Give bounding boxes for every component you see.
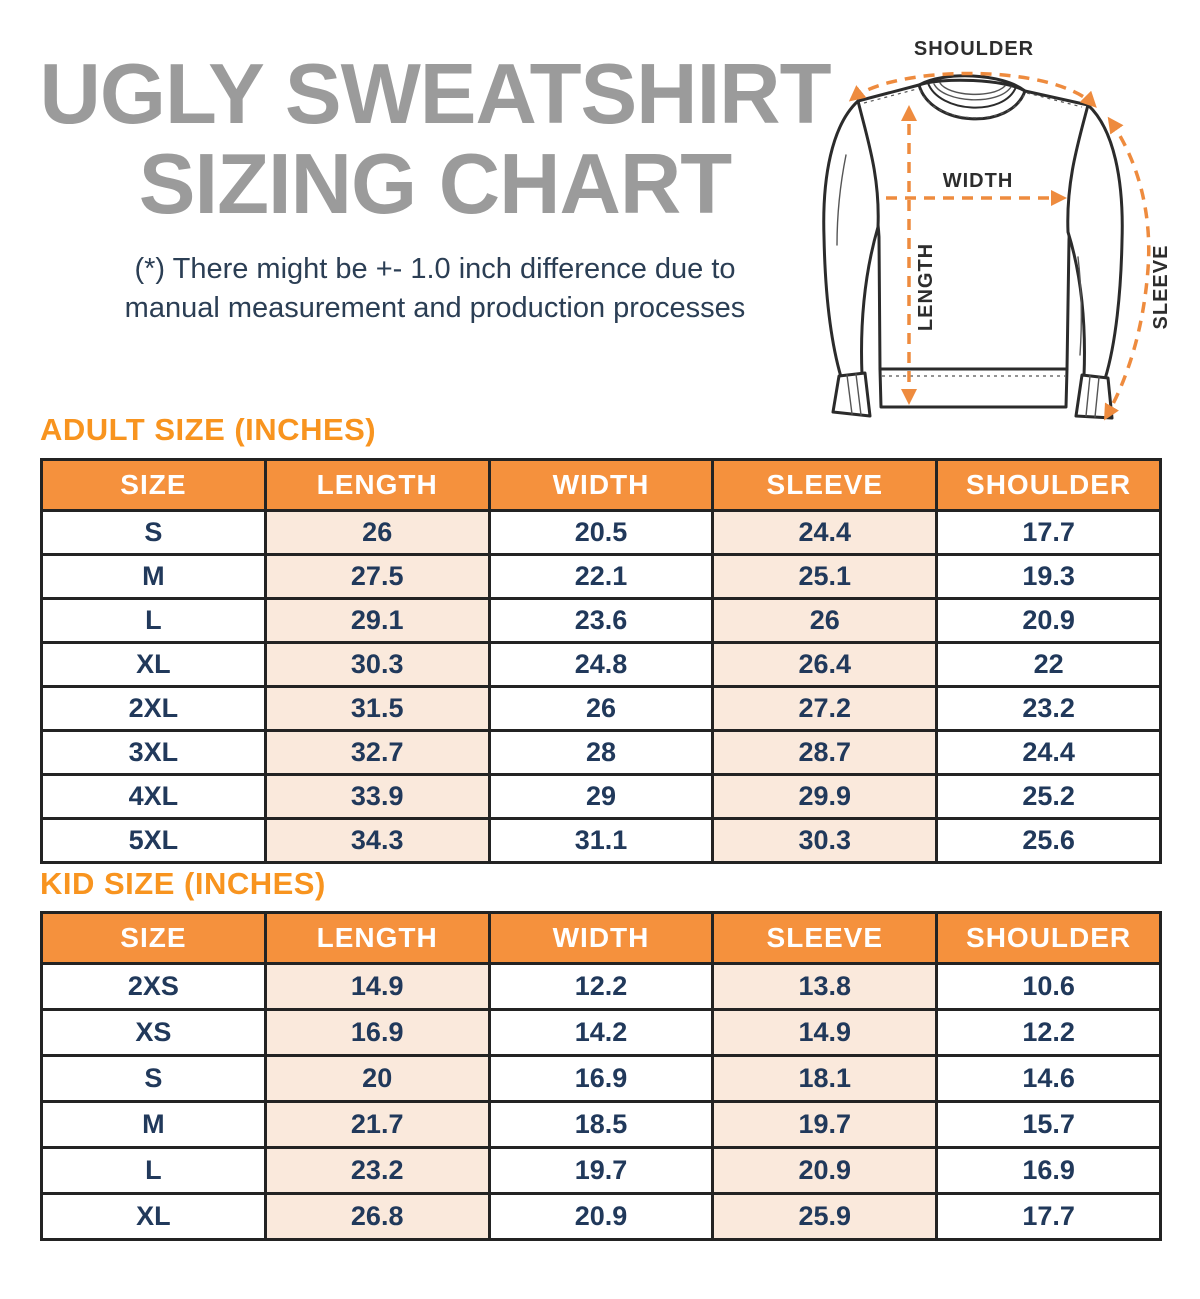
measurement-cell: 21.7: [265, 1102, 489, 1148]
measurement-cell: 16.9: [937, 1148, 1161, 1194]
kid-header-row: [42, 913, 1161, 964]
size-cell: L: [42, 1148, 266, 1194]
measurement-cell: 17.7: [937, 1194, 1161, 1240]
measurement-cell: 19.3: [937, 555, 1161, 599]
measurement-cell: 33.9: [265, 775, 489, 819]
measurement-cell: 20: [265, 1056, 489, 1102]
measurement-cell: 30.3: [713, 819, 937, 863]
table-row: [42, 1056, 1161, 1102]
column-header: SIZE: [42, 913, 266, 964]
measurement-cell: 18.5: [489, 1102, 713, 1148]
measurement-cell: 31.1: [489, 819, 713, 863]
measurement-cell: 27.5: [265, 555, 489, 599]
kid-section-heading: KID SIZE (INCHES): [40, 866, 326, 901]
measurement-cell: 14.9: [265, 964, 489, 1010]
measurement-cell: 12.2: [937, 1010, 1161, 1056]
column-header: SLEEVE: [713, 460, 937, 511]
measurement-cell: 12.2: [489, 964, 713, 1010]
measurement-cell: 14.9: [713, 1010, 937, 1056]
table-row: [42, 1194, 1161, 1240]
measurement-cell: 19.7: [713, 1102, 937, 1148]
measurement-cell: 15.7: [937, 1102, 1161, 1148]
measurement-cell: 23.6: [489, 599, 713, 643]
size-cell: 3XL: [42, 731, 266, 775]
measurement-cell: 26.4: [713, 643, 937, 687]
measurement-cell: 10.6: [937, 964, 1161, 1010]
table-row: [42, 599, 1161, 643]
measurement-cell: 24.4: [937, 731, 1161, 775]
table-row: [42, 731, 1161, 775]
column-header: SHOULDER: [937, 913, 1161, 964]
measurement-cell: 20.5: [489, 511, 713, 555]
measurement-cell: 23.2: [937, 687, 1161, 731]
table-row: [42, 775, 1161, 819]
measurement-cell: 13.8: [713, 964, 937, 1010]
right-cuff: [1076, 375, 1112, 418]
disclaimer-line2: manual measurement and production processes: [124, 292, 746, 325]
sleeve-label: SLEEVE: [1150, 244, 1172, 330]
measurement-cell: 20.9: [489, 1194, 713, 1240]
column-header: SHOULDER: [937, 460, 1161, 511]
sweatshirt-body: [858, 80, 1088, 369]
size-cell: M: [42, 555, 266, 599]
measurement-cell: 24.8: [489, 643, 713, 687]
width-label: WIDTH: [942, 170, 1014, 192]
measurement-cell: 20.9: [713, 1148, 937, 1194]
size-cell: S: [42, 1056, 266, 1102]
measurement-cell: 30.3: [265, 643, 489, 687]
header: [30, 47, 840, 328]
page-title-line2: SIZING CHART: [138, 137, 732, 233]
measurement-cell: 29.9: [713, 775, 937, 819]
measurement-cell: 27.2: [713, 687, 937, 731]
size-cell: 2XL: [42, 687, 266, 731]
column-header: LENGTH: [265, 913, 489, 964]
measurement-cell: 25.1: [713, 555, 937, 599]
right-sleeve: [1068, 105, 1122, 379]
page-title-line1: UGLY SWEATSHIRT: [39, 47, 831, 142]
measurement-cell: 26.8: [265, 1194, 489, 1240]
measurement-cell: 20.9: [937, 599, 1161, 643]
column-header: WIDTH: [489, 460, 713, 511]
length-label: LENGTH: [915, 242, 937, 332]
size-cell: 4XL: [42, 775, 266, 819]
disclaimer: [30, 250, 840, 328]
measurement-cell: 28: [489, 731, 713, 775]
measurement-cell: 28.7: [713, 731, 937, 775]
size-cell: S: [42, 511, 266, 555]
measurement-cell: 29: [489, 775, 713, 819]
measurement-cell: 26: [489, 687, 713, 731]
measurement-cell: 14.6: [937, 1056, 1161, 1102]
adult-header-row: [42, 460, 1161, 511]
table-row: [42, 511, 1161, 555]
kid-size-table: [40, 911, 1162, 1241]
measurement-cell: 14.2: [489, 1010, 713, 1056]
measurement-cell: 32.7: [265, 731, 489, 775]
measurement-cell: 23.2: [265, 1148, 489, 1194]
table-row: [42, 687, 1161, 731]
sweatshirt-outline: [824, 76, 1122, 418]
table-row: [42, 643, 1161, 687]
measurement-cell: 26: [713, 599, 937, 643]
measurement-cell: 19.7: [489, 1148, 713, 1194]
sweatshirt-diagram-svg: [816, 24, 1196, 436]
column-header: WIDTH: [489, 913, 713, 964]
adult-section-heading: ADULT SIZE (INCHES): [40, 412, 377, 447]
size-cell: XS: [42, 1010, 266, 1056]
table-row: [42, 1102, 1161, 1148]
table-row: [42, 964, 1161, 1010]
size-cell: 2XS: [42, 964, 266, 1010]
measurement-cell: 24.4: [713, 511, 937, 555]
measurement-cell: 16.9: [489, 1056, 713, 1102]
table-row: [42, 819, 1161, 863]
measurement-cell: 34.3: [265, 819, 489, 863]
measurement-cell: 26: [265, 511, 489, 555]
size-cell: XL: [42, 1194, 266, 1240]
disclaimer-line1: (*) There might be +- 1.0 inch difference due to: [134, 253, 736, 286]
measurement-cell: 25.6: [937, 819, 1161, 863]
adult-size-table: [40, 458, 1162, 864]
table-row: [42, 1148, 1161, 1194]
column-header: LENGTH: [265, 460, 489, 511]
shoulder-label: SHOULDER: [913, 38, 1035, 60]
sweatshirt-measurement-diagram: [816, 24, 1196, 436]
measurement-cell: 25.9: [713, 1194, 937, 1240]
measurement-cell: 16.9: [265, 1010, 489, 1056]
size-cell: L: [42, 599, 266, 643]
measurement-cell: 22.1: [489, 555, 713, 599]
measurement-cell: 25.2: [937, 775, 1161, 819]
table-row: [42, 1010, 1161, 1056]
measurement-cell: 29.1: [265, 599, 489, 643]
measurement-cell: 18.1: [713, 1056, 937, 1102]
table-row: [42, 555, 1161, 599]
measurement-cell: 22: [937, 643, 1161, 687]
column-header: SLEEVE: [713, 913, 937, 964]
column-header: SIZE: [42, 460, 266, 511]
measurement-cell: 31.5: [265, 687, 489, 731]
size-cell: M: [42, 1102, 266, 1148]
measurement-cell: 17.7: [937, 511, 1161, 555]
size-cell: 5XL: [42, 819, 266, 863]
size-cell: XL: [42, 643, 266, 687]
